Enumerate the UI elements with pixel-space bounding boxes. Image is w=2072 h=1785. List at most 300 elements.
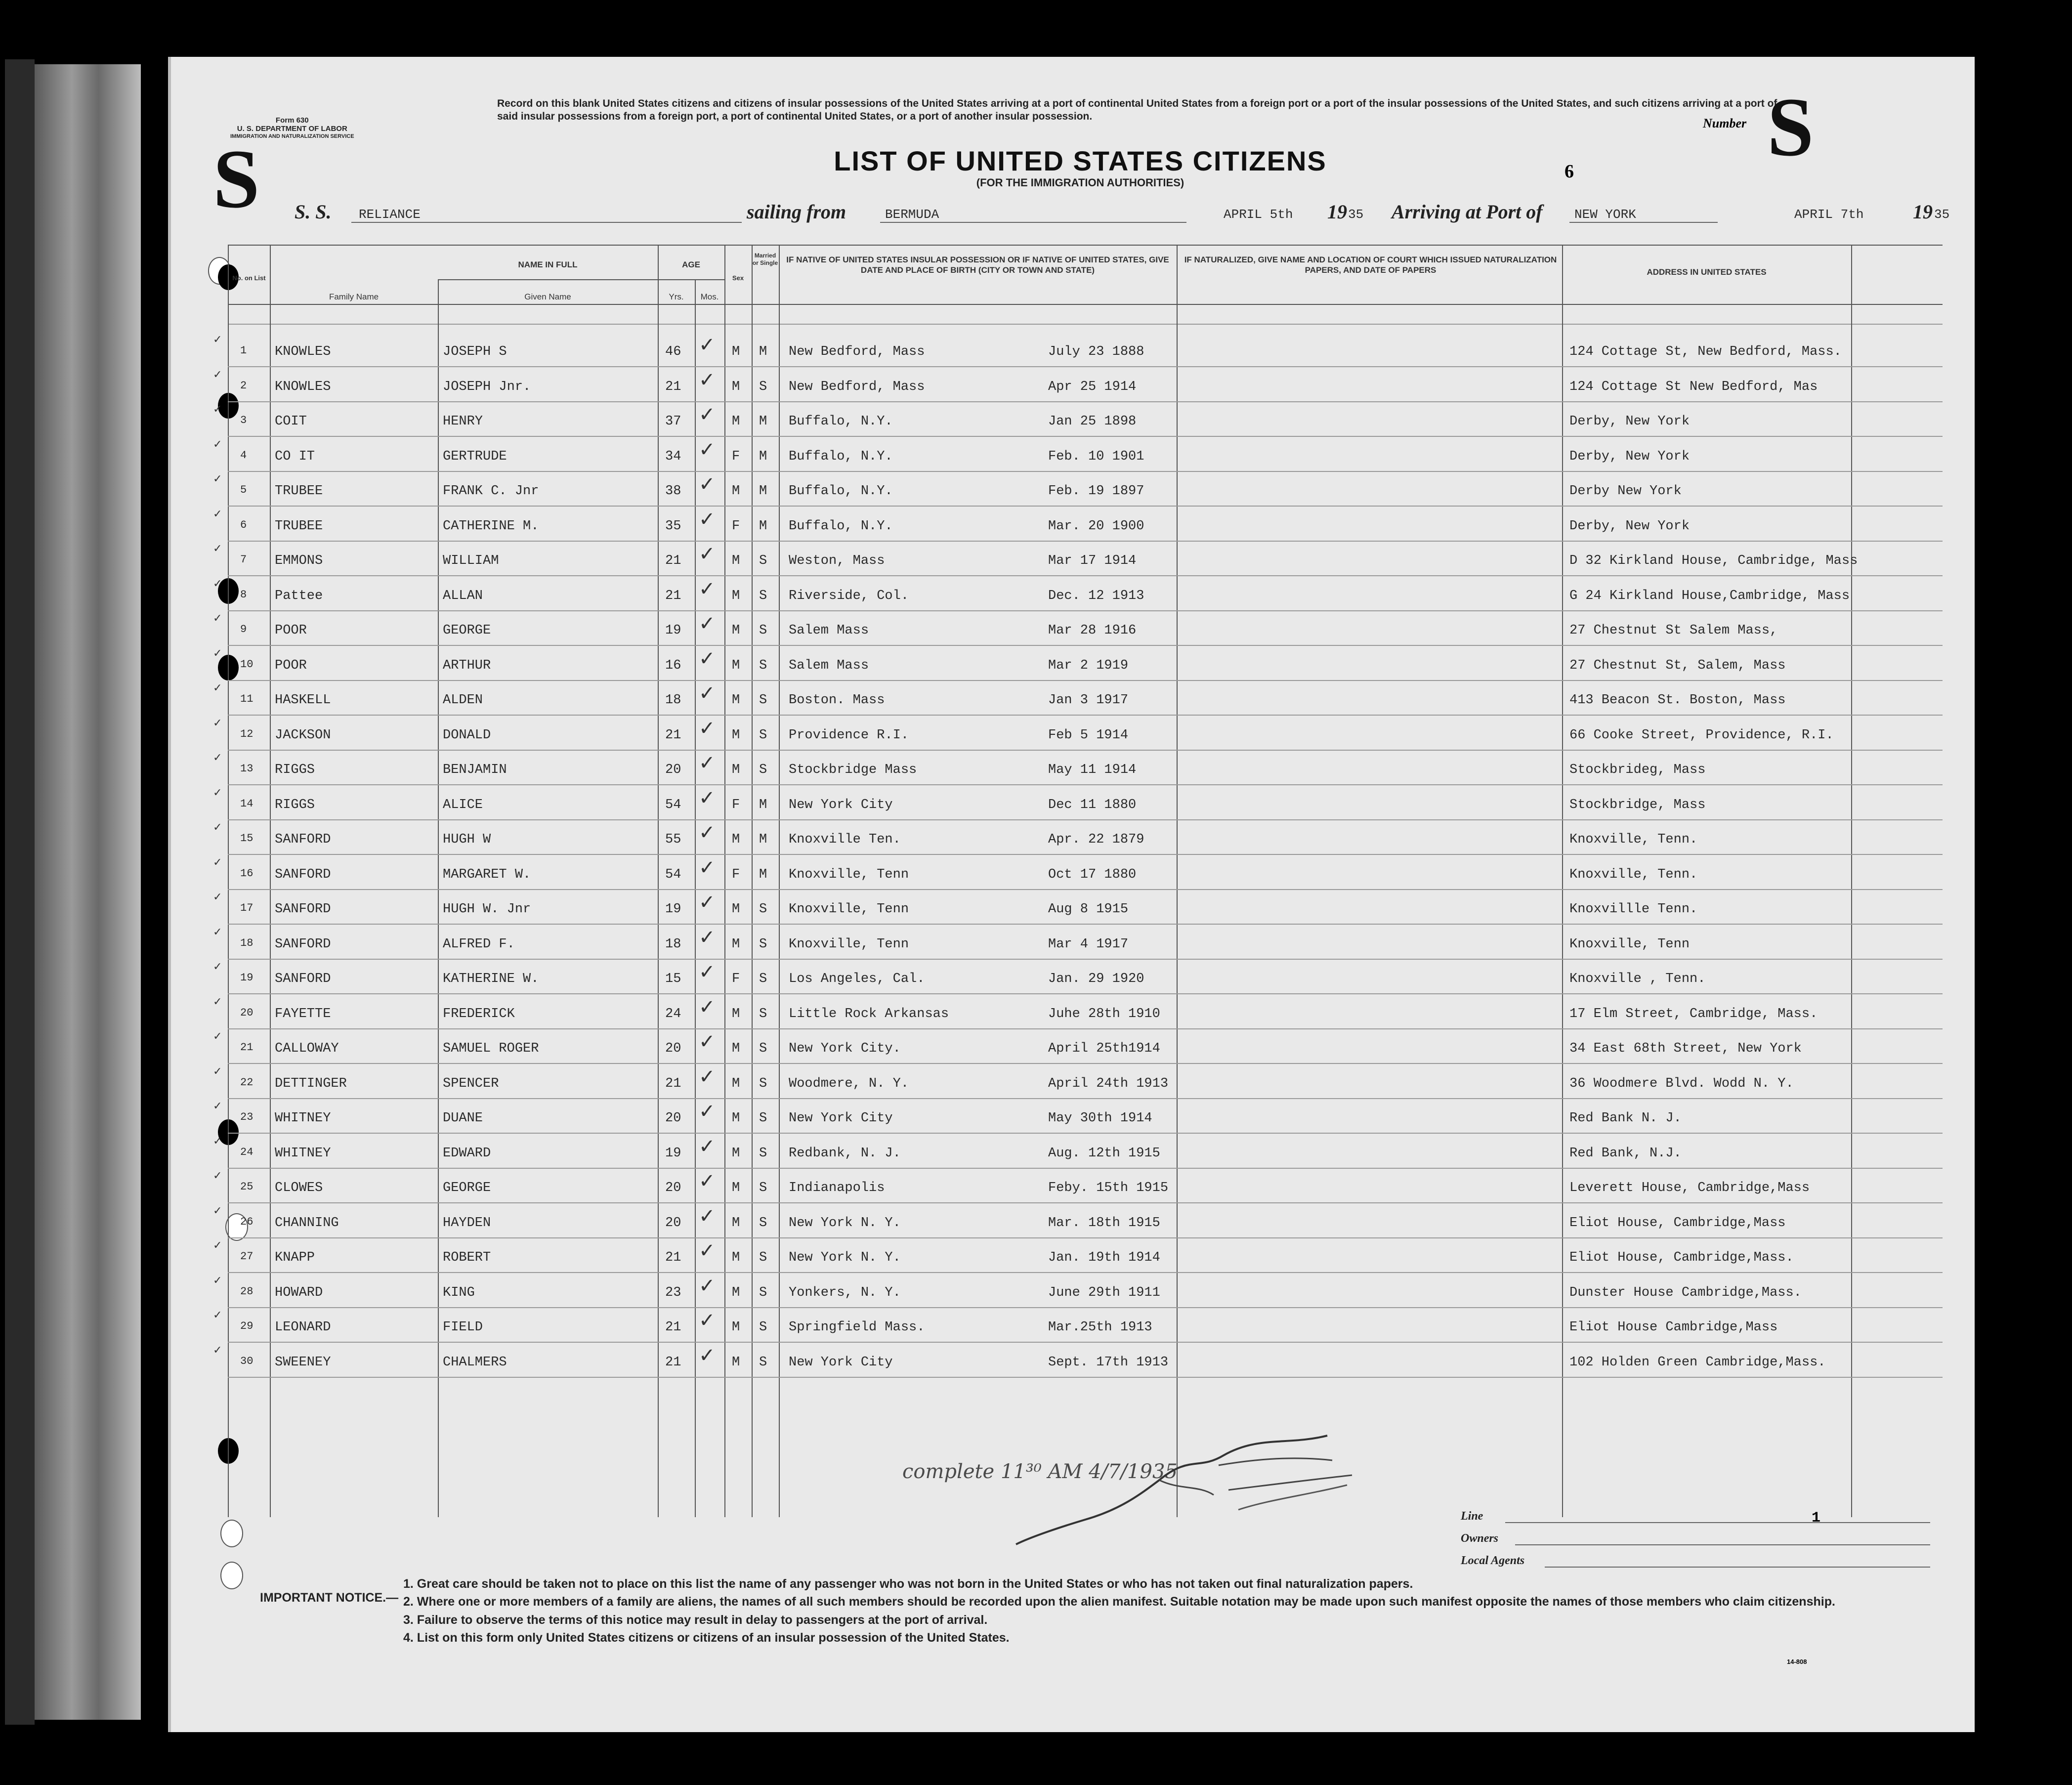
cell-date: Oct 17 1880	[1048, 867, 1137, 882]
ship-name: RELIANCE	[359, 207, 421, 222]
cell-family: Pattee	[275, 588, 323, 603]
cell-age: 20	[665, 1215, 681, 1231]
cell-address: Derby, New York	[1569, 449, 1690, 464]
cell-sex: M	[732, 1076, 740, 1091]
cell-place: Springfield Mass.	[789, 1320, 925, 1335]
check-mark-icon: ✓	[699, 1204, 716, 1228]
check-mark-icon: ✓	[699, 821, 716, 844]
cell-no: 21	[240, 1041, 254, 1054]
cell-date: July 23 1888	[1048, 344, 1144, 359]
cell-age: 20	[665, 763, 681, 777]
cell-date: Sept. 17th 1913	[1048, 1355, 1169, 1370]
table-row	[171, 334, 1975, 368]
cell-no: 17	[240, 902, 254, 914]
cell-address: 34 East 68th Street, New York	[1569, 1041, 1802, 1056]
row-rule	[228, 1237, 1943, 1238]
depart-year-prefix: 19	[1327, 201, 1347, 223]
cell-ms: M	[759, 344, 767, 359]
cell-sex: M	[732, 1146, 740, 1161]
cell-given: FRANK C. Jnr	[443, 484, 539, 499]
cell-given: BENJAMIN	[443, 763, 507, 777]
cell-family: POOR	[275, 623, 307, 638]
table-row	[171, 1275, 1975, 1309]
cell-place: Salem Mass	[789, 658, 869, 673]
check-mark-icon: ✓	[699, 1135, 716, 1158]
header-no-on-list: No. on List	[232, 274, 266, 282]
cell-place: New Bedford, Mass	[789, 379, 925, 394]
table-row	[171, 682, 1975, 717]
cell-no: 13	[240, 763, 254, 775]
cell-place: New York City	[789, 1355, 893, 1370]
table-row	[171, 438, 1975, 473]
check-mark-icon: ✓	[213, 995, 222, 1008]
cell-sex: M	[732, 902, 740, 917]
check-mark-icon: ✓	[699, 995, 716, 1019]
cell-age: 18	[665, 936, 681, 952]
row-rule	[228, 993, 1943, 994]
cell-place: Knoxville, Tenn	[789, 902, 909, 917]
cell-age: 23	[665, 1285, 681, 1300]
check-mark-icon: ✓	[699, 543, 716, 565]
cell-family: KNOWLES	[275, 344, 331, 359]
cell-sex: F	[732, 449, 740, 464]
cell-place: Los Angeles, Cal.	[789, 972, 925, 986]
row-rule	[228, 1342, 1943, 1343]
cell-address: Knoxville, Tenn.	[1569, 867, 1698, 882]
cell-family: SANFORD	[275, 972, 331, 986]
cell-family: JACKSON	[275, 727, 331, 743]
check-mark-icon: ✓	[699, 786, 716, 809]
form-number: Form 630	[275, 116, 309, 125]
cell-place: Yonkers, N. Y.	[789, 1285, 901, 1300]
cell-no: 7	[240, 553, 247, 566]
cell-address: 102 Holden Green Cambridge,Mass.	[1569, 1355, 1826, 1370]
check-mark-icon: ✓	[699, 891, 716, 914]
cell-family: POOR	[275, 658, 307, 673]
cell-ms: S	[759, 727, 767, 743]
sheet-number: 6	[1565, 161, 1574, 182]
cell-family: WHITNEY	[275, 1111, 331, 1126]
cell-ms: M	[759, 867, 767, 882]
cell-ms: S	[759, 972, 767, 986]
cell-address: 27 Chestnut St, Salem, Mass	[1569, 658, 1786, 673]
cell-age: 19	[665, 623, 681, 638]
cell-family: SANFORD	[275, 902, 331, 917]
cell-age: 21	[665, 588, 681, 603]
cell-family: EMMONS	[275, 553, 323, 568]
cell-date: Aug. 12th 1915	[1048, 1146, 1160, 1161]
row-rule	[228, 401, 1943, 402]
cell-age: 35	[665, 518, 681, 534]
cell-no: 20	[240, 1006, 254, 1019]
cell-address: Stockbridge, Mass	[1569, 797, 1706, 812]
cell-ms: S	[759, 658, 767, 673]
check-mark-icon: ✓	[213, 1065, 222, 1078]
table-row	[171, 369, 1975, 403]
cell-given: ALDEN	[443, 693, 483, 708]
cell-age: 19	[665, 902, 681, 917]
cell-place: Redbank, N. J.	[789, 1146, 901, 1161]
check-mark-icon: ✓	[213, 647, 222, 660]
cell-sex: M	[732, 553, 740, 568]
cell-no: 2	[240, 379, 247, 392]
cell-address: 124 Cottage St, New Bedford, Mass.	[1569, 344, 1842, 359]
row-rule	[228, 715, 1943, 716]
check-mark-icon: ✓	[213, 786, 222, 799]
cell-date: Apr. 22 1879	[1048, 832, 1144, 847]
notice-item: 3. Failure to observe the terms of this notice may result in delay to passengers at the port of arrival.	[403, 1613, 988, 1627]
check-mark-icon: ✓	[699, 473, 716, 496]
row-rule	[228, 610, 1943, 611]
table-row	[171, 543, 1975, 577]
cell-address: D 32 Kirkland House, Cambridge, Mass	[1569, 553, 1858, 568]
check-mark-icon: ✓	[213, 1030, 222, 1043]
cell-place: Knoxville Ten.	[789, 832, 901, 847]
cell-given: GEORGE	[443, 1181, 491, 1195]
cell-age: 21	[665, 1320, 681, 1335]
cell-address: Knoxvillle Tenn.	[1569, 902, 1698, 917]
cell-no: 1	[240, 344, 247, 357]
cell-sex: M	[732, 1111, 740, 1126]
notice-item: 2. Where one or more members of a family are aliens, the names of all such members should be recorded upon the alien manifest. Suitable notation may be made upon such manifest opposite the names of those members who claim citizenship.	[403, 1595, 1835, 1609]
check-mark-icon: ✓	[213, 1204, 222, 1217]
cell-date: Mar. 18th 1915	[1048, 1215, 1160, 1231]
ship-line	[270, 200, 1960, 230]
header-name-in-full: NAME IN FULL	[518, 260, 578, 269]
binder-edge	[35, 64, 141, 1720]
cell-sex: M	[732, 1355, 740, 1370]
check-mark-icon: ✓	[699, 1170, 716, 1192]
table-row	[171, 647, 1975, 682]
cell-family: DETTINGER	[275, 1076, 347, 1091]
cell-given: KATHERINE W.	[443, 972, 539, 986]
cell-family: CLOWES	[275, 1181, 323, 1195]
cell-place: Stockbridge Mass	[789, 763, 917, 777]
sailing-label: sailing from	[747, 201, 846, 223]
cell-ms: S	[759, 763, 767, 777]
notice-item: 1. Great care should be taken not to place on this list the name of any passenger who was not born in the United States or who has not taken out final naturalization papers.	[403, 1577, 1413, 1591]
cell-date: Jan. 19th 1914	[1048, 1250, 1160, 1265]
cell-address: 413 Beacon St. Boston, Mass	[1569, 693, 1786, 708]
cell-age: 20	[665, 1181, 681, 1195]
row-rule	[228, 1028, 1943, 1029]
cell-family: SWEENEY	[275, 1355, 331, 1370]
cell-date: Feb. 19 1897	[1048, 484, 1144, 499]
cell-given: MARGARET W.	[443, 867, 531, 882]
arrival-port: NEW YORK	[1574, 207, 1636, 222]
cell-date: Mar.25th 1913	[1048, 1320, 1152, 1335]
cell-address: 36 Woodmere Blvd. Wodd N. Y.	[1569, 1076, 1794, 1091]
owners-label: Owners	[1461, 1532, 1499, 1545]
cell-family: TRUBEE	[275, 518, 323, 534]
cell-place: Indianapolis	[789, 1181, 885, 1195]
cell-place: Weston, Mass	[789, 553, 885, 568]
check-mark-icon: ✓	[213, 1274, 222, 1287]
cell-no: 23	[240, 1111, 254, 1123]
cell-date: Jan 25 1898	[1048, 414, 1137, 429]
header-given-name: Given Name	[524, 292, 571, 301]
header-address: ADDRESS IN UNITED STATES	[1647, 267, 1767, 277]
check-mark-icon: ✓	[213, 717, 222, 729]
cell-given: HENRY	[443, 414, 483, 429]
row-rule	[228, 1377, 1943, 1378]
check-mark-icon: ✓	[213, 1239, 222, 1252]
cell-no: 25	[240, 1181, 254, 1193]
cell-given: FREDERICK	[443, 1006, 515, 1021]
cell-address: Leverett House, Cambridge,Mass	[1569, 1181, 1810, 1195]
cell-place: Knoxville, Tenn	[789, 867, 909, 882]
cell-no: 28	[240, 1285, 254, 1298]
cell-date: May 11 1914	[1048, 763, 1137, 777]
check-mark-icon: ✓	[699, 717, 716, 740]
row-rule	[228, 750, 1943, 751]
table-row	[171, 473, 1975, 508]
cell-age: 16	[665, 658, 681, 673]
check-mark-icon: ✓	[213, 543, 222, 555]
notice-heading: IMPORTANT NOTICE.—	[260, 1591, 399, 1605]
row-rule	[228, 784, 1943, 785]
sailing-from: BERMUDA	[885, 207, 939, 222]
line-value: 1	[1812, 1510, 1821, 1527]
cell-sex: F	[732, 518, 740, 534]
cell-given: GEORGE	[443, 623, 491, 638]
cell-ms: S	[759, 1320, 767, 1335]
cell-given: CHALMERS	[443, 1355, 507, 1370]
cell-date: Apr 25 1914	[1048, 379, 1137, 394]
header-mos: Mos.	[700, 292, 719, 301]
cell-ms: M	[759, 414, 767, 429]
table-row	[171, 1309, 1975, 1344]
table-row	[171, 578, 1975, 612]
cell-address: 27 Chestnut St Salem Mass,	[1569, 623, 1778, 638]
cell-ms: S	[759, 1215, 767, 1231]
cell-sex: M	[732, 1181, 740, 1195]
cell-no: 8	[240, 588, 247, 601]
cell-ms: S	[759, 1250, 767, 1265]
cell-family: SANFORD	[275, 832, 331, 847]
cell-sex: M	[732, 832, 740, 847]
row-rule	[228, 471, 1943, 472]
cell-ms: M	[759, 832, 767, 847]
arrive-date: APRIL 7th	[1794, 207, 1864, 222]
cell-given: HUGH W. Jnr	[443, 902, 531, 917]
cell-ms: M	[759, 518, 767, 534]
table-row	[171, 752, 1975, 786]
cell-age: 20	[665, 1111, 681, 1126]
cell-date: Mar 2 1919	[1048, 658, 1129, 673]
check-mark-icon: ✓	[699, 682, 716, 705]
cell-no: 9	[240, 623, 247, 636]
cell-sex: M	[732, 936, 740, 952]
cell-no: 15	[240, 832, 254, 845]
depart-date: APRIL 5th	[1224, 207, 1293, 222]
cell-date: Feb. 10 1901	[1048, 449, 1144, 464]
check-mark-icon: ✓	[699, 577, 716, 600]
cell-family: KNOWLES	[275, 379, 331, 394]
form-code: 14-808	[1787, 1658, 1807, 1665]
cell-date: Dec. 12 1913	[1048, 588, 1144, 603]
header-sex: Sex	[732, 274, 744, 282]
check-mark-icon: ✓	[213, 821, 222, 834]
cell-place: Buffalo, N.Y.	[789, 414, 893, 429]
check-mark-icon: ✓	[213, 961, 222, 973]
cell-no: 19	[240, 972, 254, 984]
binder-hole-icon	[220, 1562, 243, 1589]
row-rule	[228, 506, 1943, 507]
cell-family: HOWARD	[275, 1285, 323, 1300]
cell-given: JOSEPH S	[443, 344, 507, 359]
line-label: Line	[1461, 1510, 1483, 1523]
row-rule	[228, 924, 1943, 925]
cell-date: April 24th 1913	[1048, 1076, 1169, 1091]
header-family-name: Family Name	[329, 292, 379, 301]
cell-date: Mar 28 1916	[1048, 623, 1137, 638]
cell-place: New York N. Y.	[789, 1250, 901, 1265]
header-birth: IF NATIVE OF UNITED STATES INSULAR POSSESSION OR IF NATIVE OF UNITED STATES, GIVE DATE AND PLACE OF BIRTH (CITY OR TOWN AND STATE)	[786, 255, 1169, 275]
cell-no: 4	[240, 449, 247, 462]
cell-place: Buffalo, N.Y.	[789, 518, 893, 534]
cell-address: Derby, New York	[1569, 518, 1690, 534]
cell-given: SAMUEL ROGER	[443, 1041, 539, 1056]
row-rule	[228, 436, 1943, 437]
check-mark-icon: ✓	[699, 752, 716, 774]
cell-date: June 29th 1911	[1048, 1285, 1160, 1300]
cell-address: Eliot House, Cambridge,Mass.	[1569, 1250, 1794, 1265]
table-row	[171, 1135, 1975, 1170]
cell-no: 30	[240, 1355, 254, 1367]
cell-family: CO IT	[275, 449, 315, 464]
cell-sex: M	[732, 1006, 740, 1021]
table-row	[171, 1065, 1975, 1100]
table-row	[171, 612, 1975, 647]
cell-age: 21	[665, 1250, 681, 1265]
row-rule	[228, 541, 1943, 542]
cell-family: KNAPP	[275, 1250, 315, 1265]
notice-item: 4. List on this form only United States citizens or citizens of an insular possession of the United States.	[403, 1630, 1010, 1645]
check-mark-icon: ✓	[699, 1239, 716, 1262]
cell-address: Dunster House Cambridge,Mass.	[1569, 1285, 1802, 1300]
check-mark-icon: ✓	[699, 368, 716, 391]
check-mark-icon: ✓	[213, 438, 222, 451]
table-row	[171, 1100, 1975, 1135]
intro-text: Record on this blank United States citizens and citizens of insular possessions of the United States arriving at a port of continental United States from a foreign port or a port of the insular possessions of the United States, and such citizens arriving at a port of said insular possessions from a foreign port, a port of continental United States, or a port of another insular possession.	[497, 98, 1777, 123]
row-rule	[228, 1307, 1943, 1308]
cell-date: Feby. 15th 1915	[1048, 1181, 1169, 1195]
cell-ms: S	[759, 1111, 767, 1126]
cell-ms: S	[759, 379, 767, 394]
cell-no: 27	[240, 1250, 254, 1263]
table-row	[171, 926, 1975, 961]
cell-family: FAYETTE	[275, 1006, 331, 1021]
cell-age: 24	[665, 1006, 681, 1021]
binder-edge-dark	[5, 59, 35, 1725]
row-rule	[228, 680, 1943, 681]
cell-date: Aug 8 1915	[1048, 902, 1129, 917]
cell-no: 26	[240, 1215, 254, 1228]
cell-address: 124 Cottage St New Bedford, Mas	[1569, 379, 1818, 394]
cell-family: SANFORD	[275, 936, 331, 952]
cell-no: 29	[240, 1320, 254, 1332]
cell-family: WHITNEY	[275, 1146, 331, 1161]
cell-family: CHANNING	[275, 1215, 339, 1231]
cell-given: ARTHUR	[443, 658, 491, 673]
cell-sex: M	[732, 588, 740, 603]
table-row	[171, 403, 1975, 438]
cell-ms: S	[759, 693, 767, 708]
manifest-page	[168, 57, 1975, 1732]
cell-ms: S	[759, 623, 767, 638]
cell-ms: S	[759, 936, 767, 952]
cell-no: 3	[240, 414, 247, 426]
table-row	[171, 1030, 1975, 1065]
cell-place: New York City	[789, 797, 893, 812]
check-mark-icon: ✓	[213, 612, 222, 625]
check-mark-icon: ✓	[213, 1309, 222, 1321]
cell-family: COIT	[275, 414, 307, 429]
table-row	[171, 821, 1975, 856]
check-mark-icon: ✓	[213, 403, 222, 416]
cell-age: 54	[665, 797, 681, 812]
cell-given: KING	[443, 1285, 475, 1300]
cell-address: Eliot House Cambridge,Mass	[1569, 1320, 1778, 1335]
cell-ms: S	[759, 1041, 767, 1056]
cell-date: April 25th1914	[1048, 1041, 1160, 1056]
row-rule	[228, 889, 1943, 890]
cell-ms: S	[759, 1285, 767, 1300]
cell-date: Mar. 20 1900	[1048, 518, 1144, 534]
check-mark-icon: ✓	[699, 403, 716, 426]
table-row	[171, 961, 1975, 995]
check-mark-icon: ✓	[213, 508, 222, 520]
cell-date: Mar 17 1914	[1048, 553, 1137, 568]
cell-no: 10	[240, 658, 254, 671]
table-row	[171, 1344, 1975, 1379]
cell-place: Riverside, Col.	[789, 588, 909, 603]
table-row	[171, 891, 1975, 926]
cell-place: Salem Mass	[789, 623, 869, 638]
cell-address: 66 Cooke Street, Providence, R.I.	[1569, 727, 1834, 743]
cell-date: Jan 3 1917	[1048, 693, 1129, 708]
check-mark-icon: ✓	[699, 1030, 716, 1053]
cell-address: Derby, New York	[1569, 414, 1690, 429]
cell-sex: M	[732, 1285, 740, 1300]
table-row	[171, 508, 1975, 543]
cell-age: 21	[665, 1076, 681, 1091]
table-row	[171, 996, 1975, 1030]
cell-address: Knoxville , Tenn.	[1569, 972, 1706, 986]
cell-address: 17 Elm Street, Cambridge, Mass.	[1569, 1006, 1818, 1021]
cell-place: New Bedford, Mass	[789, 344, 925, 359]
cell-no: 5	[240, 484, 247, 496]
cell-family: RIGGS	[275, 763, 315, 777]
cell-address: Stockbrideg, Mass	[1569, 763, 1706, 777]
cell-age: 54	[665, 867, 681, 882]
cell-age: 19	[665, 1146, 681, 1161]
series-letter-left: S	[213, 132, 260, 225]
cell-age: 15	[665, 972, 681, 986]
table-row	[171, 1205, 1975, 1239]
check-mark-icon: ✓	[213, 752, 222, 764]
cell-sex: M	[732, 344, 740, 359]
check-mark-icon: ✓	[699, 1344, 716, 1367]
check-mark-icon: ✓	[213, 368, 222, 381]
cell-no: 18	[240, 936, 254, 949]
cell-sex: F	[732, 972, 740, 986]
cell-address: Derby New York	[1569, 484, 1682, 499]
check-mark-icon: ✓	[213, 334, 222, 346]
check-mark-icon: ✓	[699, 961, 716, 983]
service-name: IMMIGRATION AND NATURALIZATION SERVICE	[230, 133, 354, 139]
